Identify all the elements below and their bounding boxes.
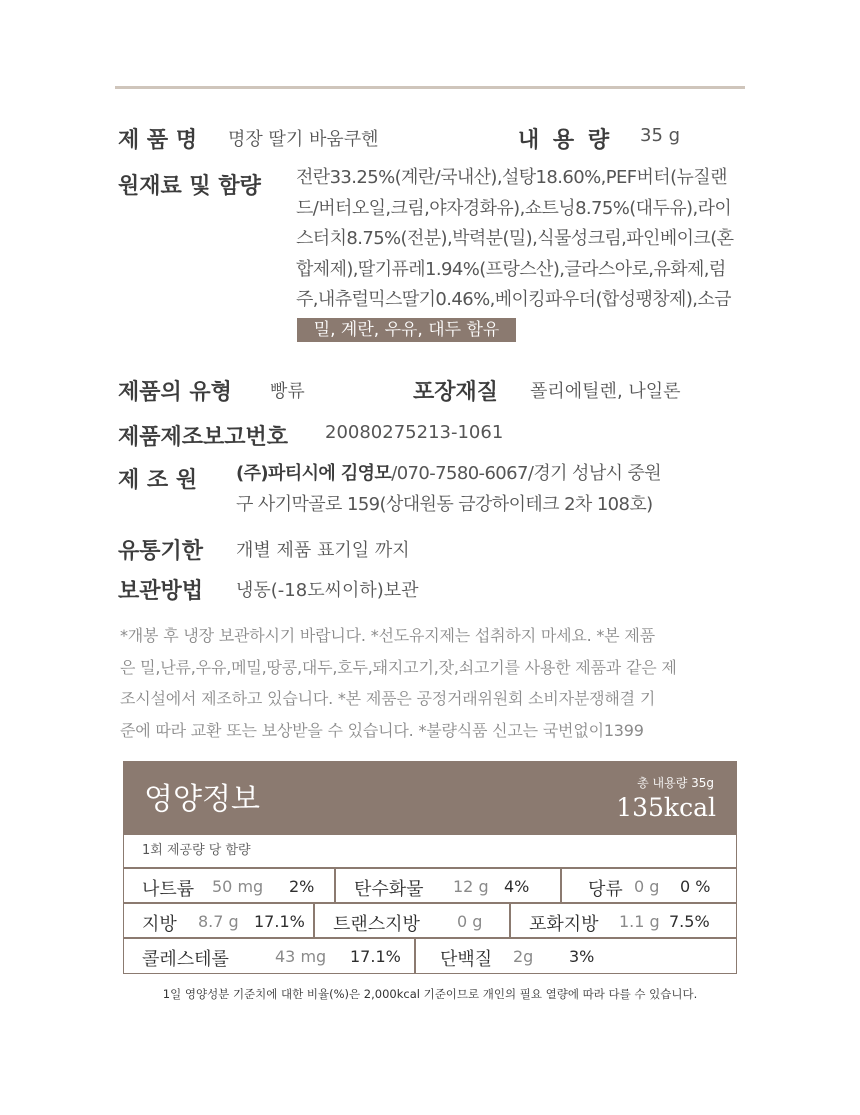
nutrient-amount: 2g [513,947,534,966]
ingredients-line: 합제제),딸기퓨레1.94%(프랑스산),글라스아로,유화제,럼 [296,258,726,280]
expiry-label: 유통기한 [118,539,204,564]
manufacturer-contact: /070-7580-6067/경기 성남시 중원 [391,463,662,484]
report-number-label: 제품제조보고번호 [118,425,289,450]
nutrient-amount: 50 mg [212,877,264,896]
ingredients-line: 스터치8.75%(전분),박력분(밀),식물성크림,파인베이크(혼 [296,228,734,249]
nutrient-fat [124,904,315,937]
nutrient-cholesterol [124,939,416,974]
nutrition-facts [123,761,737,974]
storage-label: 보관방법 [118,579,204,604]
report-number-value: 20080275213-1061 [325,422,504,443]
nutrient-amount: 43 mg [275,947,327,966]
notice-line: 준에 따라 교환 또는 보상받을 수 있습니다. *불량식품 신고는 국번없이1399 [120,720,644,740]
nutrient-protein [416,939,736,974]
nutrient-percent: 3% [569,947,595,966]
ingredients-line: 드/버터오일,크림,야자경화유),쇼트닝8.75%(대두유),라이 [296,197,732,219]
nutrient-percent: 17.1% [350,947,401,966]
nutrient-trans-fat [315,904,511,937]
manufacturer-name: (주)파티시에 김영모 [236,463,392,484]
nutrient-percent: 2% [289,877,315,896]
nutrient-carbohydrate [336,869,562,902]
product-name-label: 제 품 명 [118,128,198,153]
nutrient-amount: 12 g [453,877,489,896]
allergen-badge: 밀, 계란, 우유, 대두 함유 [297,318,516,342]
nutrition-row [124,939,736,974]
nutrient-amount: 1.1 g [619,912,660,931]
nutrient-name: 콜레스테롤 [142,949,229,970]
product-type-label: 제품의 유형 [118,380,232,405]
packaging-value: 폴리에틸렌, 나일론 [530,381,681,402]
nutrition-row [124,904,736,939]
ingredients-text [296,163,746,316]
nutrient-name: 포화지방 [529,914,599,935]
manufacturer-address: 구 사기막골로 159(상대원동 금강하이테크 2차 108호) [236,493,653,515]
nutrient-name: 탄수화물 [354,879,424,900]
top-divider [115,86,745,89]
ingredients-line: 주,내츄럴믹스딸기0.46%,베이킹파우더(합성팽창제),소금 [296,289,731,310]
net-content-label: 내 용 량 [518,128,613,153]
net-content-value: 35 g [640,125,681,146]
nutrition-footnote: 1일 영양성분 기준치에 대한 비율(%)은 2,000kcal 기준이므로 개인의 필요 열량에 따라 다를 수 있습니다. [162,987,698,1001]
expiry-value: 개별 제품 표기일 까지 [236,540,410,561]
nutrient-name: 트랜스지방 [333,914,420,935]
notice-text [120,620,745,746]
manufacturer-text [236,459,746,520]
nutrition-title: 영양정보 [144,782,260,817]
nutrient-percent: 4% [504,877,530,896]
nutrient-amount: 0 g [457,912,483,931]
nutrition-header [124,762,736,835]
product-type-value: 빵류 [270,381,305,402]
notice-line: 은 밀,난류,우유,메밀,땅콩,대두,호두,돼지고기,잣,쇠고기를 사용한 제품과 같은 제 [120,657,677,677]
product-name-value: 명장 딸기 바움쿠헨 [228,129,379,150]
nutrient-sugars [562,869,736,902]
nutrient-percent: 7.5% [669,912,710,931]
nutrition-kcal: 135kcal [616,793,716,822]
storage-value: 냉동(-18도씨이하)보관 [236,580,419,601]
nutrient-saturated-fat [511,904,736,937]
nutrition-serving: 1회 제공량 당 함량 [124,835,736,869]
nutrient-name: 단백질 [440,949,493,970]
notice-line: 조시설에서 제조하고 있습니다. *본 제품은 공정거래위원회 소비자분쟁해결 기 [120,689,656,708]
nutrient-name: 당류 [588,879,623,900]
nutrient-percent: 0 % [680,877,711,896]
ingredients-line: 전란33.25%(계란/국내산),설탕18.60%,PEF버터(뉴질랜 [296,167,727,188]
nutrient-sodium [124,869,336,902]
nutrient-amount: 8.7 g [198,912,239,931]
notice-line: *개봉 후 냉장 보관하시기 바랍니다. *선도유지제는 섭취하지 마세요. *본 제품 [120,626,655,645]
manufacturer-label: 제 조 원 [118,468,198,493]
ingredients-label: 원재료 및 함량 [118,174,261,199]
nutrient-name: 나트륨 [142,879,195,900]
packaging-label: 포장재질 [413,380,499,405]
nutrient-name: 지방 [142,914,177,935]
nutrient-percent: 17.1% [254,912,305,931]
nutrient-amount: 0 g [634,877,660,896]
nutrition-total-content: 총 내용량 35g [637,776,714,790]
nutrition-row [124,869,736,904]
